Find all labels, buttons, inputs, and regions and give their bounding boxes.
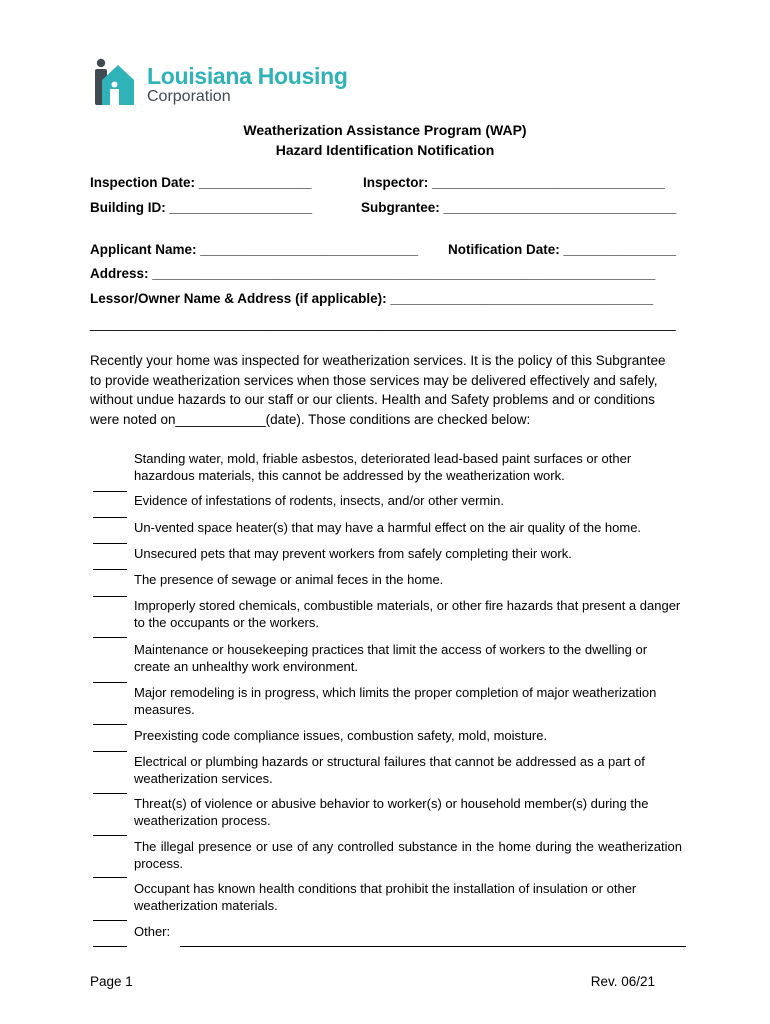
condition-item: Maintenance or housekeeping practices that limit the access of workers to the dwelling or create an unhealthy work environment.	[134, 642, 648, 674]
condition-check-line[interactable]	[93, 751, 127, 752]
condition-item: Unsecured pets that may prevent workers from safely completing their work.	[134, 546, 572, 561]
condition-check-line[interactable]	[93, 920, 127, 921]
notification-date-field[interactable]: Notification Date: _______________	[448, 242, 677, 257]
condition-item: The illegal presence or use of any controlled substance in the home during the weatherization process.	[134, 839, 682, 871]
condition-item: Standing water, mold, friable asbestos, deteriorated lead-based paint surfaces or other hazardous materials, this cannot be addressed by the weatherization work.	[134, 451, 632, 483]
intro-paragraph	[90, 351, 689, 429]
subgrantee-field[interactable]: Subgrantee: _______________________________	[361, 200, 677, 215]
condition-check-line[interactable]	[93, 877, 127, 878]
condition-check-line[interactable]	[93, 637, 127, 638]
address-field[interactable]: Address: ___________________________________________________________________	[90, 266, 656, 281]
lessor-continuation-line[interactable]: ______________________________________________________________________________	[90, 316, 676, 331]
inspector-field[interactable]: Inspector: _______________________________	[363, 175, 665, 190]
lessor-owner-field[interactable]: Lessor/Owner Name & Address (if applicable): ___________________________________	[90, 291, 654, 306]
building-id-field[interactable]: Building ID: ___________________	[90, 200, 313, 215]
condition-check-line[interactable]	[93, 491, 127, 492]
condition-check-line[interactable]	[93, 946, 127, 947]
condition-check-line[interactable]	[93, 596, 127, 597]
revision-date: Rev. 06/21	[590, 974, 655, 989]
condition-check-line[interactable]	[93, 517, 127, 518]
condition-item: Occupant has known health conditions that prohibit the installation of insulation or other weatherization materials.	[134, 881, 637, 913]
condition-item: The presence of sewage or animal feces in the home.	[134, 572, 444, 587]
condition-item: Other:	[134, 924, 171, 939]
applicant-name-field[interactable]: Applicant Name: _____________________________	[90, 242, 419, 257]
logo-subtitle: Corporation	[147, 88, 231, 105]
house-people-icon	[90, 58, 138, 108]
condition-item: Preexisting code compliance issues, combustion safety, mold, moisture.	[134, 728, 548, 743]
lhc-logo	[90, 58, 348, 110]
intro-line: Recently your home was inspected for weatherization services. It is the policy of this Subgrantee	[90, 353, 666, 368]
condition-check-line[interactable]	[93, 682, 127, 683]
page-number: Page 1	[90, 974, 133, 989]
intro-line: without undue hazards to our staff or our clients. Health and Safety problems and or conditions	[90, 392, 655, 407]
intro-line: to provide weatherization services when those services may be delivered effectively and safely,	[90, 372, 658, 388]
condition-item: Electrical or plumbing hazards or structural failures that cannot be addressed as a part of weatherization services.	[134, 754, 645, 786]
condition-item: Un-vented space heater(s) that may have a harmful effect on the air quality of the home.	[134, 520, 642, 535]
condition-item: Threat(s) of violence or abusive behavior to worker(s) or household member(s) during the weatherization process.	[134, 796, 649, 828]
inspection-date-field[interactable]: Inspection Date: _______________	[90, 175, 312, 190]
intro-line: were noted on____________(date). Those conditions are checked below:	[90, 411, 531, 427]
condition-check-line[interactable]	[93, 543, 127, 544]
condition-check-line[interactable]	[93, 569, 127, 570]
condition-check-line[interactable]	[93, 835, 127, 836]
document-title: Weatherization Assistance Program (WAP)	[243, 122, 527, 138]
condition-check-line[interactable]	[93, 793, 127, 794]
logo-name: Louisiana Housing	[147, 63, 348, 89]
condition-item: Improperly stored chemicals, combustible materials, or other fire hazards that present a danger to the occupants or the workers.	[134, 598, 681, 630]
document-subtitle: Hazard Identification Notification	[275, 142, 495, 158]
condition-check-line[interactable]	[93, 724, 127, 725]
condition-item: Major remodeling is in progress, which limits the proper completion of major weatherization measures.	[134, 685, 657, 717]
condition-item: Evidence of infestations of rodents, insects, and/or other vermin.	[134, 493, 504, 508]
other-write-in-line[interactable]	[180, 946, 686, 947]
